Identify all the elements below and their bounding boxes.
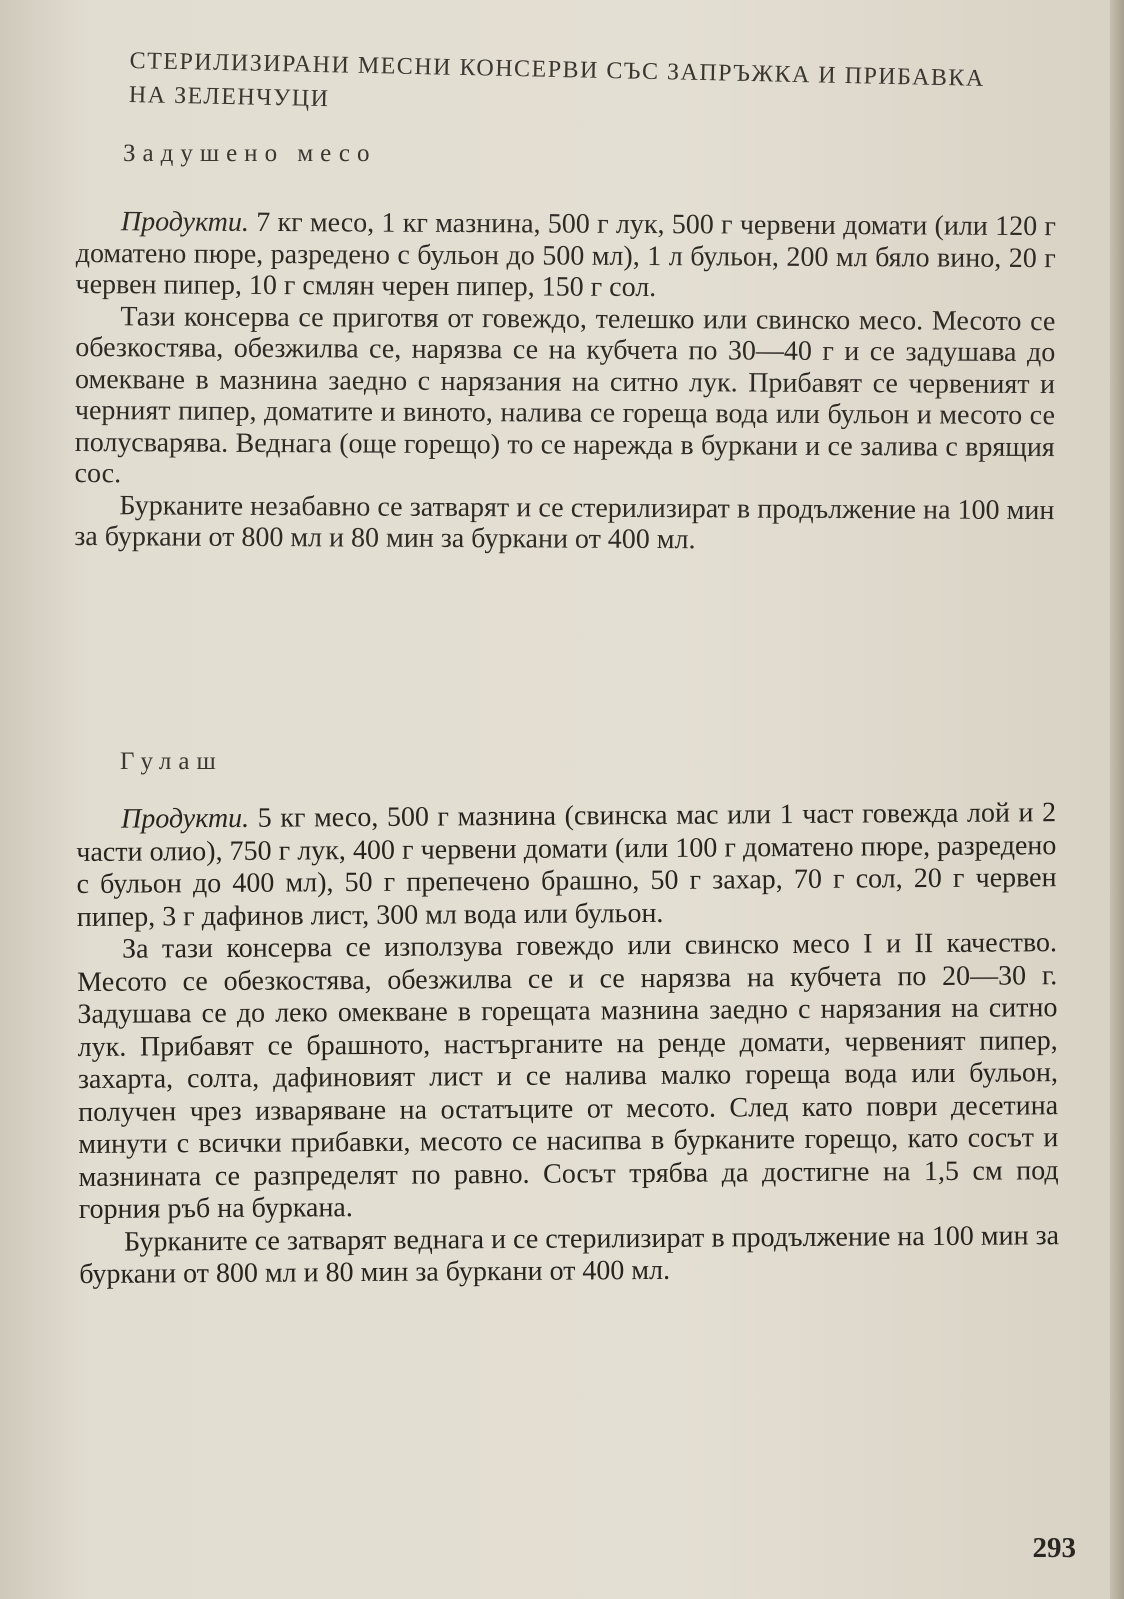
method-paragraph: За тази консерва се използува говеждо или свинско месо I и II качество. Месото се обезкостява, обезжилва се и се нарязва на кубчета по 20—30 г. Задушава се до леко омекване в горещата мазнина заедно с нарязания на ситно лук. Прибавят се брашното, настърганите на ренде домати, червеният пипер, захарта, солта, дафиновият лист и се налива малко гореща вода или бульон, получен чрез изваряване на остатъците от месото. След като поври десетина минути с всички прибавки, месото се насипва в бурканите горещо, като сосът и мазнината се разпределят по равно. Сосът трябва да достигне на 1,5 см под горния ръб на буркана. — [77, 927, 1059, 1225]
section-title: СТЕРИЛИЗИРАНИ МЕСНИ КОНСЕРВИ СЪС ЗАПРЪЖКА И ПРИБАВКА НА ЗЕЛЕНЧУЦИ — [128, 47, 986, 113]
method-paragraph: Тази консерва се приготвя от говеждо, телешко или свинско месо. Месото се обезкостява, обезжилва се, нарязва се на кубчета по 30—40 г и се задушава до омекване в мазнина заедно с нарязания на ситно лук. Прибавят се червеният и черният пипер, доматите и виното, налива се гореща вода или бульон и месото се полусварява. Веднага (още горещо) то се нарежда в буркани и се залива с врящия сос. — [74, 300, 1056, 490]
products-paragraph — [76, 206, 1056, 306]
recipe-body-zadusheno-meso — [74, 206, 1056, 558]
sterilization-paragraph: Бурканите незабавно се затварят и се стерилизират в продължение на 100 мин за буркани от 800 мл и 80 мин за буркани от 400 мл. — [74, 489, 1055, 556]
recipe-title-gulash: Гулаш — [120, 748, 223, 775]
products-paragraph — [76, 797, 1057, 934]
products-text: 5 кг месо, 500 г мазнина (свинска мас или 1 част говежда лой и 2 части олио), 750 г лук, 400 г червени домати (или 100 г доматено пюре, разредено с бульон до 400 мл), 50 г препечено брашно, 50 г захар, 70 г сол, 20 г червен пипер, 3 г дафинов лист, 300 мл вода или бульон. — [76, 797, 1057, 933]
recipe-title-zadusheno-meso: Задушено месо — [123, 140, 377, 167]
products-label: Продукти. — [120, 206, 250, 238]
products-label: Продукти. — [120, 802, 250, 835]
recipe-body-gulash — [76, 797, 1059, 1291]
book-edge — [1110, 0, 1124, 1599]
products-text: 7 кг месо, 1 кг мазнина, 500 г лук, 500 г червени домати (или 120 г доматено пюре, разредено с бульон до 500 мл), 1 л бульон, 200 мл бяло вино, 20 г червен пипер, 10 г смлян черен пипер, 150 г сол. — [75, 206, 1056, 304]
page-number: 293 — [1032, 1532, 1076, 1564]
sterilization-paragraph: Бурканите се затварят веднага и се стерилизират в продължение на 100 мин за буркани от 800 мл и 80 мин за буркани от 400 мл. — [79, 1219, 1060, 1290]
